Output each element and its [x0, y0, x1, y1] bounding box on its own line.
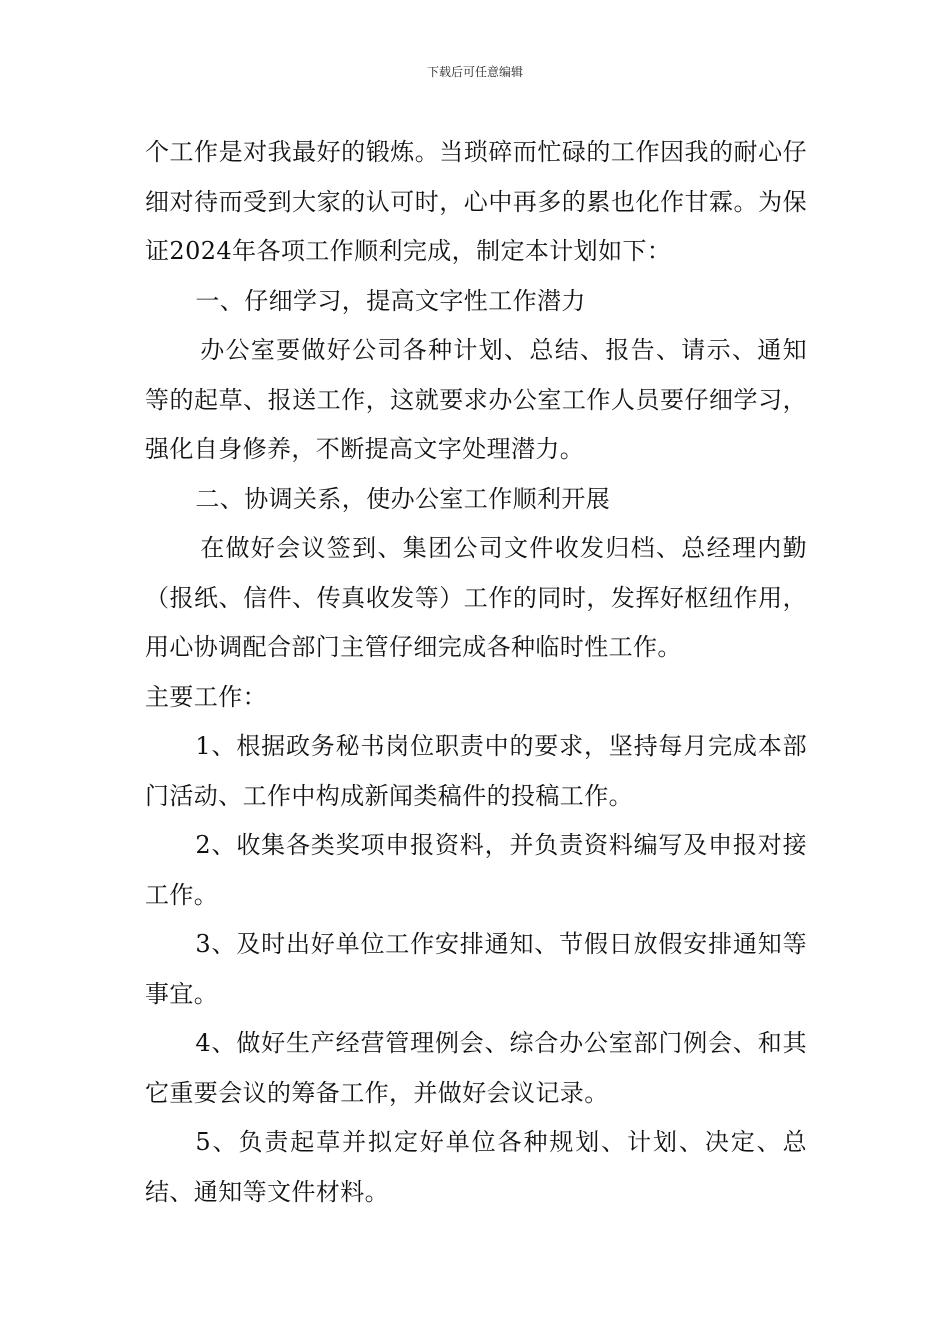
work-item-3: 3、及时出好单位工作安排通知、节假日放假安排通知等事宜。: [145, 930, 807, 1008]
paragraph-section-1: 办公室要做好公司各种计划、总结、报告、请示、通知等的起草、报送工作，这就要求办公室工作人员要仔细学习，强化自身修养，不断提高文字处理潜力。: [145, 336, 807, 463]
work-item-4: 4、做好生产经营管理例会、综合办公室部门例会、和其它重要会议的筹备工作，并做好会议记录。: [145, 1029, 807, 1107]
work-item-1: 1、根据政务秘书岗位职责中的要求，坚持每月完成本部门活动、工作中构成新闻类稿件的投稿工作。: [145, 732, 807, 810]
section-heading-2: 二、协调关系，使办公室工作顺利开展: [195, 484, 611, 513]
main-work-heading: 主要工作：: [145, 682, 267, 711]
work-item-5: 5、负责起草并拟定好单位各种规划、计划、决定、总结、通知等文件材料。: [145, 1128, 807, 1206]
page-header-note: 下载后可任意编辑: [426, 65, 523, 79]
section-heading-1: 一、仔细学习，提高文字性工作潜力: [195, 286, 586, 315]
paragraph-section-2: 在做好会议签到、集团公司文件收发归档、总经理内勤（报纸、信件、传真收发等）工作的同时，发挥好枢纽作用，用心协调配合部门主管仔细完成各种临时性工作。: [145, 534, 807, 661]
document-body: [145, 128, 807, 1217]
paragraph-intro: 个工作是对我最好的锻炼。当琐碎而忙碌的工作因我的耐心仔细对待而受到大家的认可时，心中再多的累也化作甘霖。为保证2024年各项工作顺利完成，制定本计划如下：: [145, 138, 807, 265]
work-item-2: 2、收集各类奖项申报资料，并负责资料编写及申报对接工作。: [145, 831, 807, 909]
